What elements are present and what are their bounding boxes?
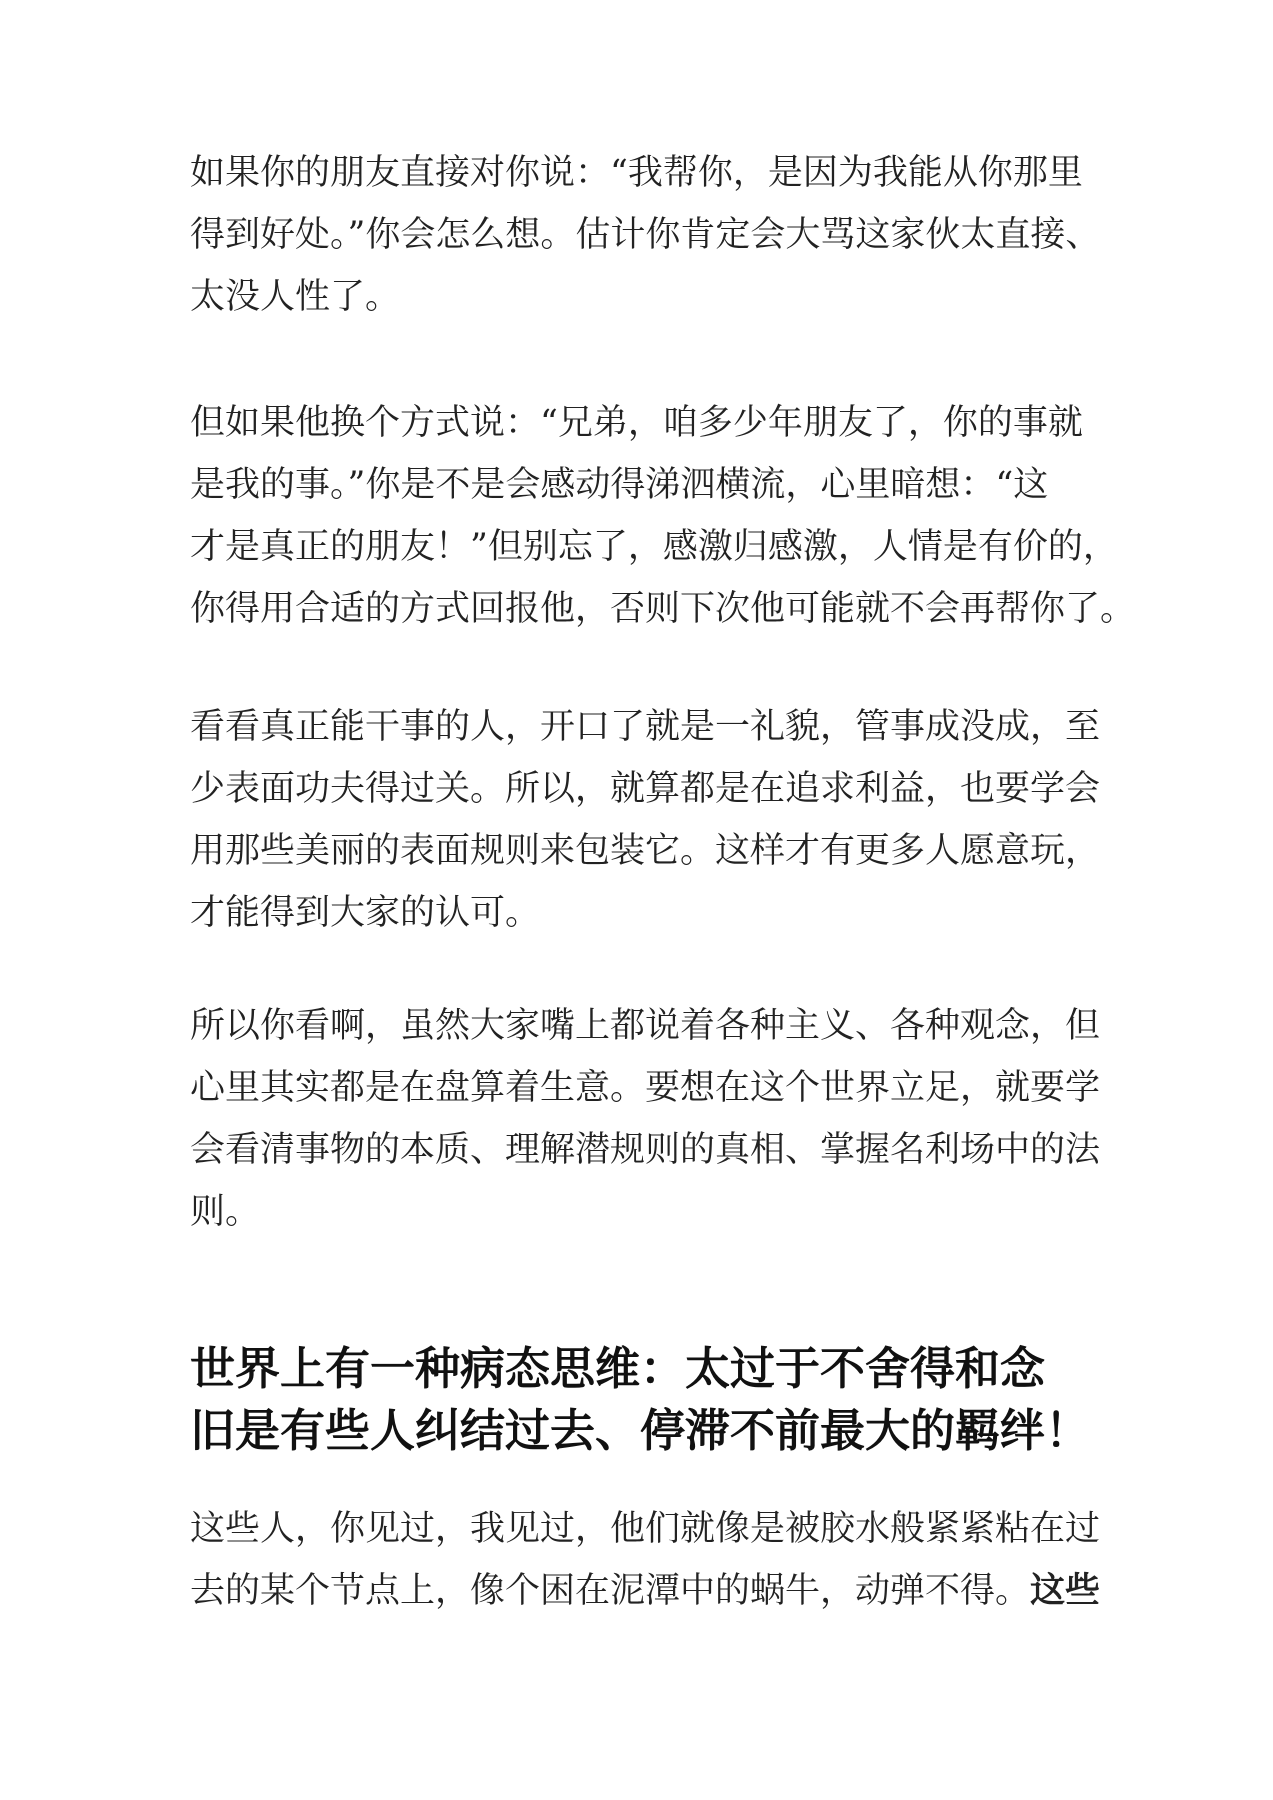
paragraph-line: 少表面功夫得过关。所以，就算都是在追求利益，也要学会 [190, 769, 1101, 809]
paragraph-line: 会看清事物的本质、理解潜规则的真相、掌握名利场中的法 [190, 1130, 1101, 1170]
heading-line: 旧是有些人纠结过去、停滞不前最大的羁绊！ [190, 1404, 1091, 1457]
paragraph-5 [190, 1498, 1101, 1622]
paragraph-line: 看看真正能干事的人，开口了就是一礼貌，管事成没成，至 [190, 707, 1101, 747]
paragraph-line: 用那些美丽的表面规则来包装它。这样才有更多人愿意玩， [190, 831, 1101, 871]
paragraph-line: 这些人，你见过，我见过，他们就像是被胶水般紧紧粘在过 [190, 1509, 1101, 1549]
paragraph-line-text: 去的某个节点上，像个困在泥潭中的蜗牛，动弹不得。 [190, 1571, 1031, 1611]
paragraph-line: 如果你的朋友直接对你说：“我帮你，是因为我能从你那里 [190, 153, 1083, 193]
paragraph-line: 是我的事。”你是不是会感动得涕泗横流，心里暗想：“这 [190, 465, 1049, 505]
paragraph-line: 才是真正的朋友！”但别忘了，感激归感激，人情是有价的， [190, 527, 1118, 567]
paragraph-line: 你得用合适的方式回报他，否则下次他可能就不会再帮你了。 [190, 589, 1136, 629]
paragraph-line [190, 1560, 1101, 1622]
paragraph-line: 得到好处。”你会怎么想。估计你肯定会大骂这家伙太直接、 [190, 215, 1101, 255]
paragraph-line: 则。 [190, 1192, 261, 1232]
bold-emphasis-text: 这些 [1030, 1570, 1101, 1611]
paragraph-1 [190, 142, 1101, 328]
paragraph-2 [190, 392, 1136, 640]
paragraph-line: 所以你看啊，虽然大家嘴上都说着各种主义、各种观念，但 [190, 1006, 1101, 1046]
paragraph-line: 但如果他换个方式说：“兄弟，咱多少年朋友了，你的事就 [190, 403, 1083, 443]
section-heading [190, 1338, 1090, 1462]
heading-line: 世界上有一种病态思维：太过于不舍得和念 [190, 1342, 1046, 1395]
paragraph-3 [190, 696, 1101, 944]
paragraph-line: 太没人性了。 [190, 277, 401, 317]
paragraph-line: 才能得到大家的认可。 [190, 893, 541, 933]
paragraph-line: 心里其实都是在盘算着生意。要想在这个世界立足，就要学 [190, 1068, 1101, 1108]
paragraph-4 [190, 995, 1101, 1243]
